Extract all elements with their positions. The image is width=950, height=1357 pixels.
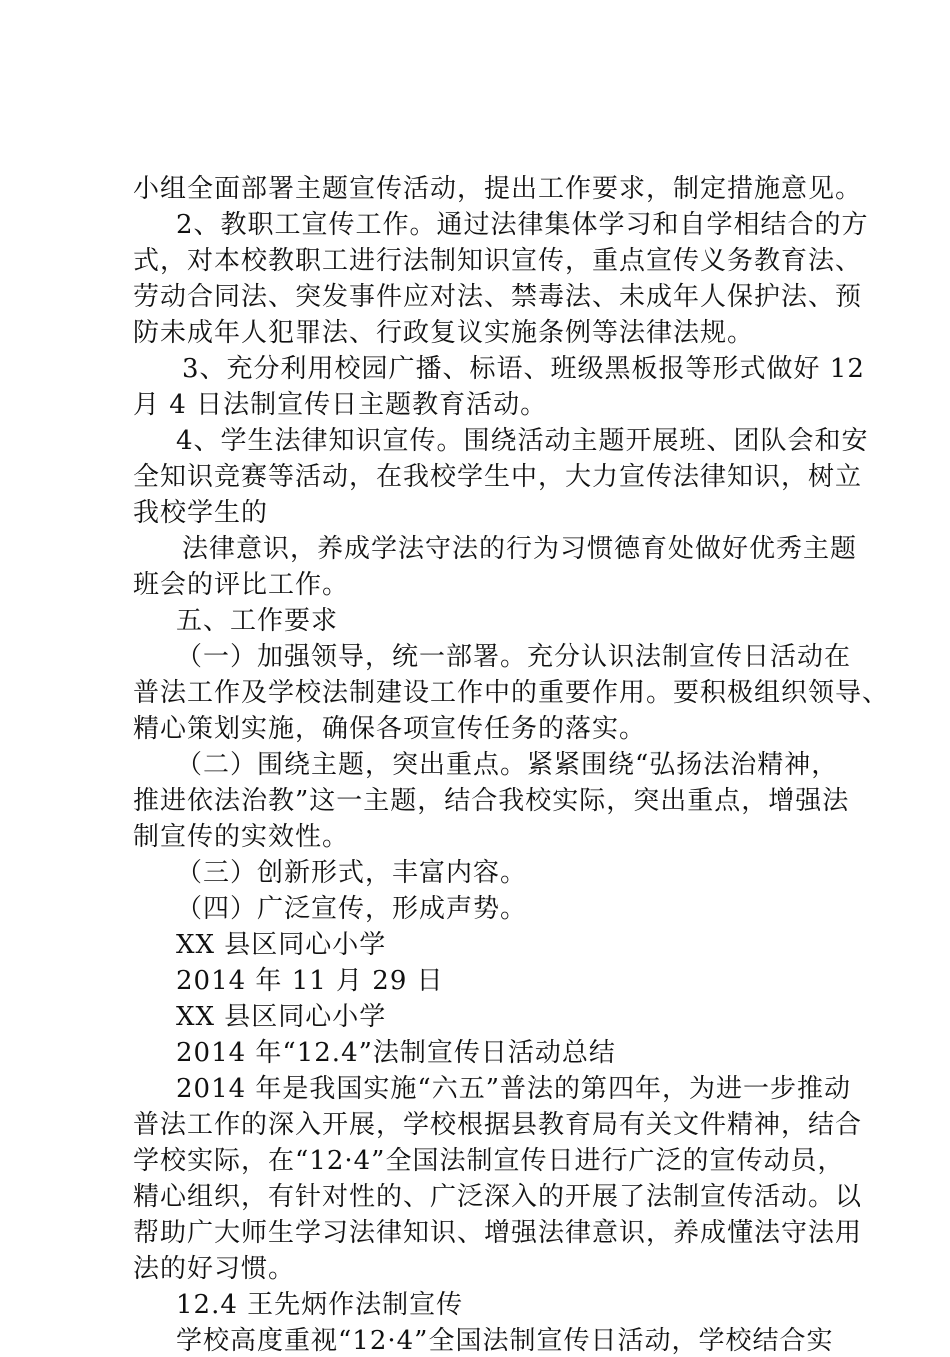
text-line: 精心策划实施，确保各项宣传任务的落实。 <box>133 714 647 744</box>
date-line: 2014 年 11 月 29 日 <box>176 966 444 996</box>
text-line: 劳动合同法、突发事件应对法、禁毒法、未成年人保护法、预 <box>133 282 863 312</box>
text-line: 我校学生的 <box>133 498 269 528</box>
text-line: （二）围绕主题，突出重点。紧紧围绕“弘扬法治精神， <box>176 750 839 780</box>
text-line: 式，对本校教职工进行法制知识宣传，重点宣传义务教育法、 <box>133 246 863 276</box>
summary-title: 2014 年“12.4”法制宣传日活动总结 <box>176 1038 616 1068</box>
school-name: XX 县区同心小学 <box>176 1002 387 1032</box>
text-line: 4、学生法律知识宣传。围绕活动主题开展班、团队会和安 <box>176 426 869 456</box>
text-line: 2、教职工宣传工作。通过法律集体学习和自学相结合的方 <box>176 210 869 240</box>
text-line: 全知识竞赛等活动，在我校学生中，大力宣传法律知识，树立 <box>133 462 863 492</box>
section-heading: 五、工作要求 <box>176 606 339 636</box>
text-line: 2014 年是我国实施“六五”普法的第四年，为进一步推动 <box>176 1074 852 1104</box>
text-line: 普法工作及学校法制建设工作中的重要作用。要积极组织领导、 <box>133 678 890 708</box>
text-line: （一）加强领导，统一部署。充分认识法制宣传日活动在 <box>176 642 852 672</box>
text-line: 防未成年人犯罪法、行政复议实施条例等法律法规。 <box>133 318 755 348</box>
text-line: 帮助广大师生学习法律知识、增强法律意识，养成懂法守法用 <box>133 1218 863 1248</box>
text-line: 月 4 日法制宣传日主题教育活动。 <box>133 390 548 420</box>
text-line: 法的好习惯。 <box>133 1254 296 1284</box>
text-line: 普法工作的深入开展，学校根据县教育局有关文件精神，结合 <box>133 1110 863 1140</box>
text-line: 精心组织，有针对性的、广泛深入的开展了法制宣传活动。以 <box>133 1182 863 1212</box>
text-line: （三）创新形式，丰富内容。 <box>176 858 528 888</box>
school-name: XX 县区同心小学 <box>176 930 387 960</box>
text-line: 法律意识，养成学法守法的行为习惯德育处做好优秀主题 <box>182 534 858 564</box>
text-line: 班会的评比工作。 <box>133 570 350 600</box>
text-line: 3、充分利用校园广播、标语、班级黑板报等形式做好 12 <box>182 354 865 384</box>
text-line: 12.4 王先炳作法制宣传 <box>176 1290 464 1320</box>
text-line: 小组全面部署主题宣传活动，提出工作要求，制定措施意见。 <box>133 174 863 204</box>
text-line: （四）广泛宣传，形成声势。 <box>176 894 528 924</box>
text-line: 推进依法治教”这一主题，结合我校实际，突出重点，增强法 <box>133 786 850 816</box>
text-line: 制宣传的实效性。 <box>133 822 350 852</box>
text-line: 学校高度重视“12·4”全国法制宣传日活动，学校结合实 <box>176 1326 834 1356</box>
text-line: 学校实际，在“12·4”全国法制宣传日进行广泛的宣传动员， <box>133 1146 845 1176</box>
